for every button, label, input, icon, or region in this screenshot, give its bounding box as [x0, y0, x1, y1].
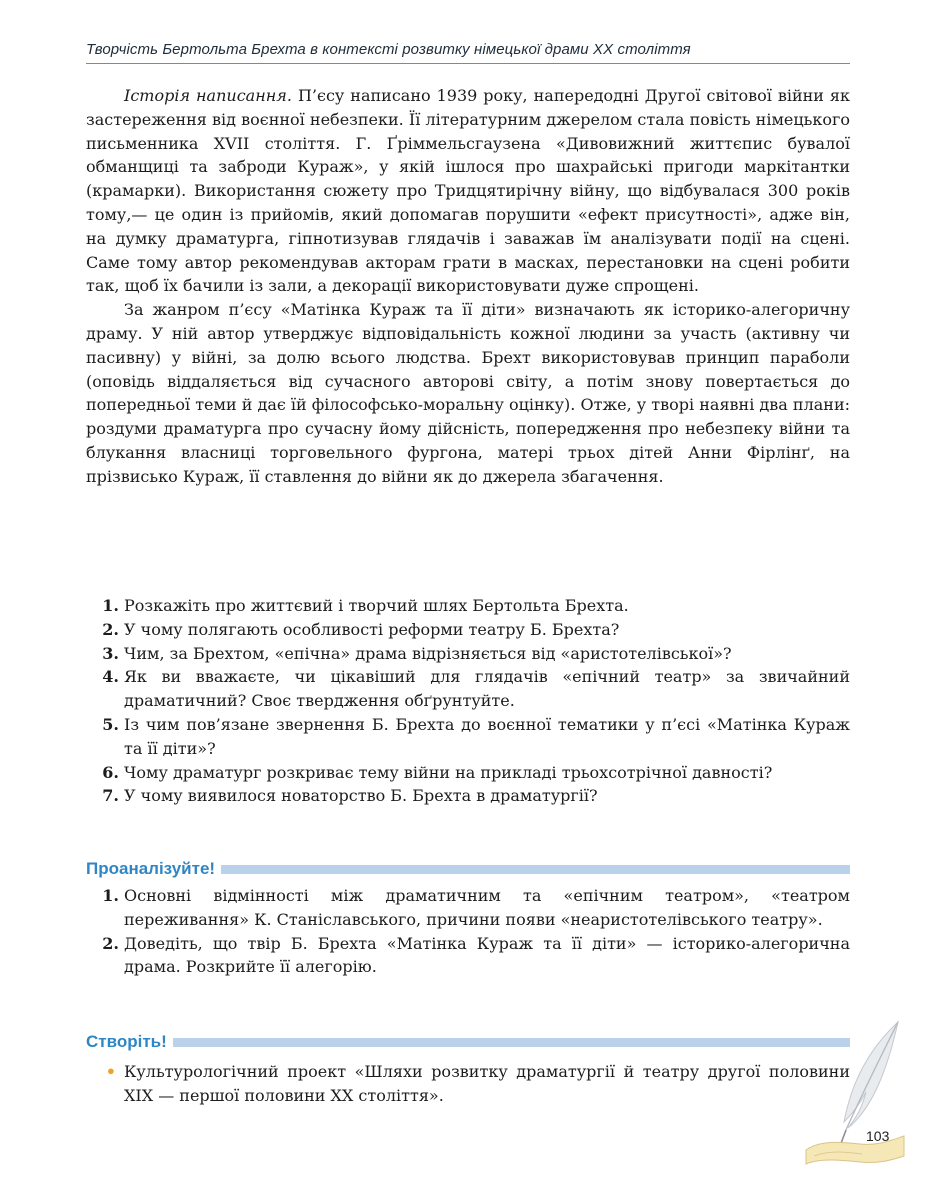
- question-text: Як ви вважаєте, чи цікавіший для глядачів «епічний театр» за звичайний драматичний? Своє твердження обґрунтуйте.: [124, 667, 850, 711]
- analyze-section-header: [86, 858, 850, 880]
- analyze-text: Доведіть, що твір Б. Брехта «Матінка Кураж та її діти» — історико-алегорична драма. Розкрийте її алегорію.: [124, 933, 850, 977]
- analyze-text: Основні відмінності між драматичним та «епічним театром», «театром переживання» К. Станіславського, причини появи «неаристотелівського театру».: [124, 886, 850, 929]
- question-item: [86, 642, 850, 666]
- quill-icon: [800, 1018, 910, 1168]
- question-text: Розкажіть про життєвий і творчий шлях Бертольта Брехта.: [124, 596, 629, 615]
- questions-list: [86, 594, 850, 808]
- question-number: 7.: [102, 786, 119, 806]
- question-number: 5.: [102, 714, 119, 734]
- question-item: [86, 761, 850, 785]
- paragraph-history: [86, 84, 850, 298]
- question-number: 1.: [102, 596, 119, 615]
- analyze-number: 1.: [102, 886, 119, 905]
- create-item: [86, 1060, 850, 1108]
- question-text: Із чим пов’язане звернення Б. Брехта до воєнної тематики у п’єсі «Матінка Кураж та її діти»?: [124, 714, 850, 758]
- paragraph-lead: Історія написання.: [124, 86, 292, 105]
- paragraph-genre: За жанром п’єсу «Матінка Кураж та її діти» визначають як історико-алегоричну драму. У ній автор утверджує відповідальність кожної людини за участь (активну чи пасивну) у війні, за долю всього людства. Брехт використовував принцип параболи (оповідь віддаляється від сучасного авторові світу, а потім знову повертається до попередньої теми й дає їй філософсько-моральну оцінку). Отже, у творі наявні два плани: роздуми драматурга про сучасну йому дійсність, попередження про небезпеку війни та блукання власниці торговельного фургона, матері трьох дітей Анни Фірлінґ, на прізвисько Кураж, її ставлення до війни як до джерела збагачення.: [86, 300, 850, 486]
- body-text: [86, 84, 850, 489]
- analyze-number: 2.: [102, 933, 119, 953]
- question-item: [86, 618, 850, 642]
- running-header: Творчість Бертольта Брехта в контексті розвитку німецької драми ХХ століття: [86, 41, 691, 58]
- create-list: [86, 1060, 850, 1108]
- question-text: У чому виявилося новаторство Б. Брехта в драматургії?: [124, 786, 598, 806]
- page-number: 103: [866, 1128, 890, 1144]
- create-text: Культурологічний проект «Шляхи розвитку драматургії й театру другої половини XIX — першої половини XX століття».: [124, 1062, 850, 1105]
- analyze-list: [86, 884, 850, 979]
- analyze-title-bar: [221, 865, 850, 874]
- question-number: 4.: [102, 667, 119, 687]
- analyze-title: Проаналізуйте!: [86, 859, 216, 878]
- analyze-item: [86, 932, 850, 980]
- question-item: [86, 713, 850, 761]
- question-item: [86, 594, 850, 618]
- question-text: Чим, за Брехтом, «епічна» драма відрізняється від «аристотелівської»?: [124, 643, 732, 663]
- create-title: Створіть!: [86, 1032, 167, 1051]
- question-number: 6.: [102, 762, 119, 782]
- question-number: 3.: [102, 643, 119, 663]
- question-item: [86, 665, 850, 713]
- question-number: 2.: [102, 619, 119, 639]
- create-title-bar: [173, 1038, 850, 1047]
- bullet-icon: •: [105, 1062, 116, 1081]
- question-text: Чому драматург розкриває тему війни на прикладі трьохсотрічної давності?: [124, 762, 773, 782]
- question-item: [86, 784, 850, 808]
- question-text: У чому полягають особливості реформи театру Б. Брехта?: [124, 619, 620, 639]
- analyze-item: [86, 884, 850, 932]
- paragraph-history-text: П’єсу написано 1939 року, напередодні Другої світової війни як застереження від воєнної небезпеки. Її літературним джерелом стала повість німецького письменника XVII століття. Г. Ґріммельсгаузена «Дивовижний життєпис бувалої обманщиці та заброди Кураж», у якій ішлося про шахрайські пригоди маркітантки (крамарки). Використання сюжету про Тридцятирічну війну, що відбувалася 300 років тому,— це один із прийомів, який допомагав порушити «ефект присутності», адже він, на думку драматурга, гіпнотизував глядачів і заважав їм аналізувати події на сцені. Саме тому автор рекомендував акторам грати в масках, перестановки на сцені робити так, щоб їх бачили із зали, а декорації використовувати дуже спрощені.: [86, 86, 850, 296]
- header-rule: [86, 63, 850, 64]
- create-section-header: [86, 1031, 850, 1053]
